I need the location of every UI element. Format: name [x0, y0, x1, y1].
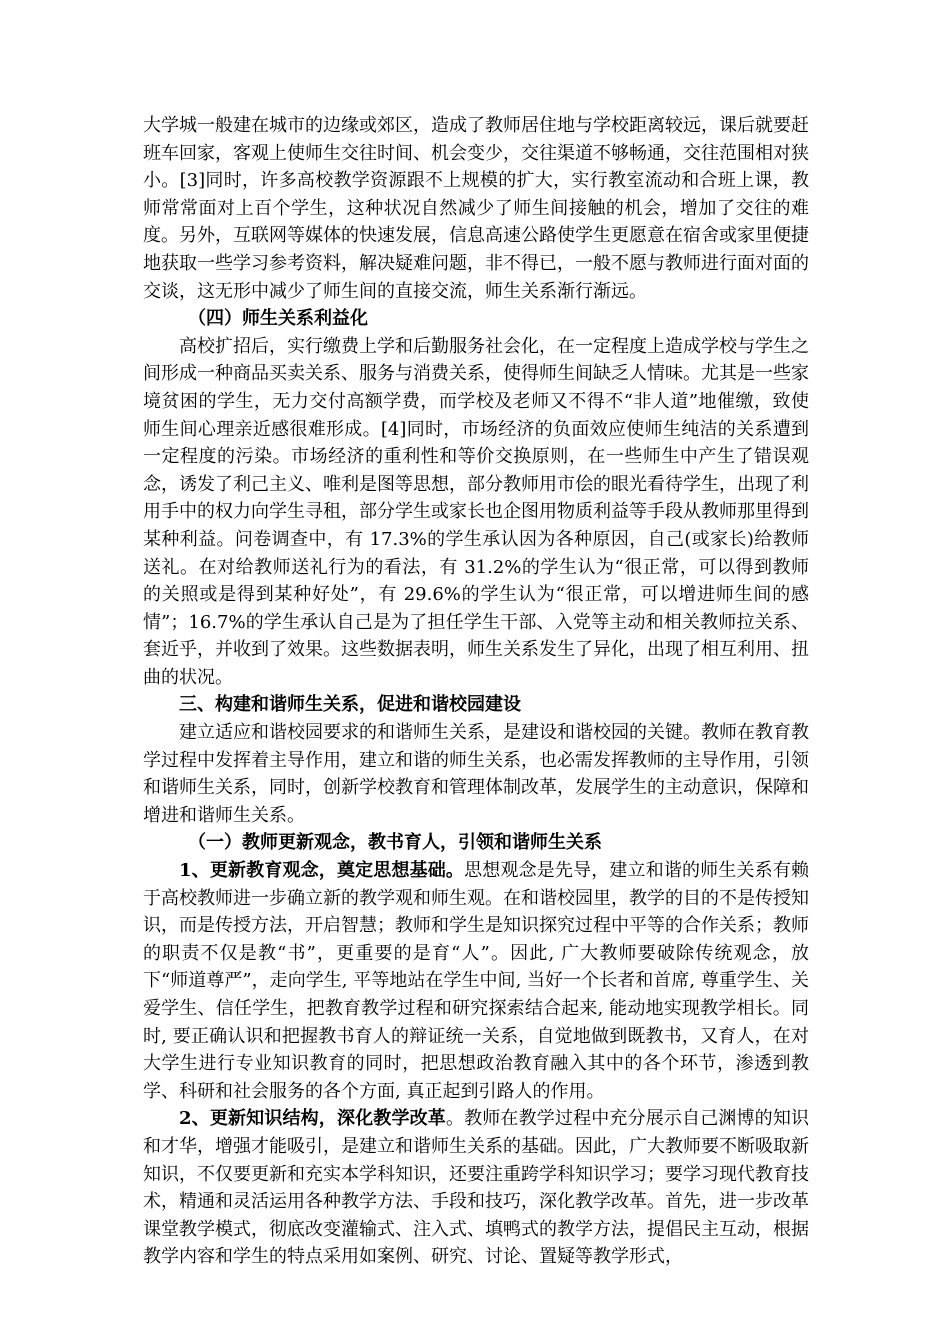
section-heading: （四）师生关系利益化: [188, 308, 368, 330]
paragraph: 高校扩招后，实行缴费上学和后勤服务社会化，在一定程度上造成学校与学生之间形成一种商品买卖关系、服务与消费关系，使得师生间缺乏人情味。尤其是一些家境贫困的学生，无力交付高额学费，而学校及老师又不得不“非人道”地催缴，致使师生间心理亲近感很难形成。[4]同时，市场经济的负面效应使师生纯洁的关系遭到一定程度的污染。市场经济的重利性和等价交换原则，在一些师生中产生了错误观念，诱发了利己主义、唯利是图等思想，部分教师用市侩的眼光看待学生，出现了利用手中的权力向学生寻租，部分学生或家长也企图用物质利益等手段从教师那里得到某种利益。问卷调查中，有 17.3%的学生承认因为各种原因，自己(或家长)给教师送礼。在对给教师送礼行为的看法，有 31.2%的学生认为“很正常，可以得到教师的关照或是得到某种好处”，有 29.6%的学生认为“很正常，可以增进师生间的感情”；16.7%的学生承认自己是为了担任学生干部、入党等主动和相关教师拉关系、套近乎，并收到了效果。这些数据表明，师生关系发生了异化，出现了相互利用、扭曲的状况。: [143, 335, 809, 688]
section-heading: （一）教师更新观念，教书育人，引领和谐师生关系: [188, 832, 602, 854]
paragraph: [143, 1105, 809, 1271]
paragraph-lead: 1、更新教育观念，奠定思想基础。: [179, 860, 465, 882]
section-heading: 三、构建和谐师生关系，促进和谐校园建设: [179, 694, 521, 716]
paragraph: 建立适应和谐校园要求的和谐师生关系，是建设和谐校园的关键。教师在教育教学过程中发挥着主导作用，建立和谐的师生关系，也必需发挥教师的主导作用，引领和谐师生关系，同时，创新学校教育和管理体制改革，发展学生的主动意识，保障和增进和谐师生关系。: [143, 722, 809, 826]
paragraph-body: 思想观念是先导，建立和谐的师生关系有赖于高校教师进一步确立新的教学观和师生观。在和谐校园里，教学的目的不是传授知识，而是传授方法，开启智慧；教师和学生是知识探究过程中平等的合作关系；教师的职责不仅是教“书”，更重要的是育“人”。因此, 广大教师要破除传统观念，放下“师道尊严”，走向学生, 平等地站在学生中间, 当好一个长者和首席, 尊重学生、关爱学生、信任学生，把教育教学过程和研究探索结合起来, 能动地实现教学相长。同时, 要正确认识和把握教书育人的辩证统一关系，自觉地做到既教书，又育人，在对大学生进行专业知识教育的同时，把思想政治教育融入其中的各个环节，渗透到教学、科研和社会服务的各个方面, 真正起到引路人的作用。: [143, 860, 810, 1102]
paragraph-body: 。教师在教学过程中充分展示自己渊博的知识和才华，增强才能吸引，是建立和谐师生关系的基础。因此，广大教师要不断吸取新知识，不仅要更新和充实本学科知识，还要注重跨学科知识学习；要学习现代教育技术，精通和灵活运用各种教学方法、手段和技巧，深化教学改革。首先，进一步改革课堂教学模式，彻底改变灌输式、注入式、填鸭式的教学方法，提倡民主互动，根据教学内容和学生的特点采用如案例、研究、讨论、置疑等教学形式，: [143, 1108, 809, 1268]
paragraph: 大学城一般建在城市的边缘或郊区，造成了教师居住地与学校距离较远，课后就要赶班车回家，客观上使师生交往时间、机会变少，交往渠道不够畅通，交往范围相对狭小。[3]同时，许多高校教学资源跟不上规模的扩大，实行教室流动和合班上课，教师常常面对上百个学生，这种状况自然减少了师生间接触的机会，增加了交往的难度。另外，互联网等媒体的快速发展，信息高速公路使学生更愿意在宿舍或家里便捷地获取一些学习参考资料，解决疑难问题，非不得已，一般不愿与教师进行面对面的交谈，这无形中减少了师生间的直接交流，师生关系渐行渐远。: [143, 115, 809, 302]
paragraph: [143, 857, 809, 1105]
document-page: [143, 112, 809, 1271]
paragraph-lead: 2、更新知识结构，深化教学改革: [179, 1108, 446, 1130]
